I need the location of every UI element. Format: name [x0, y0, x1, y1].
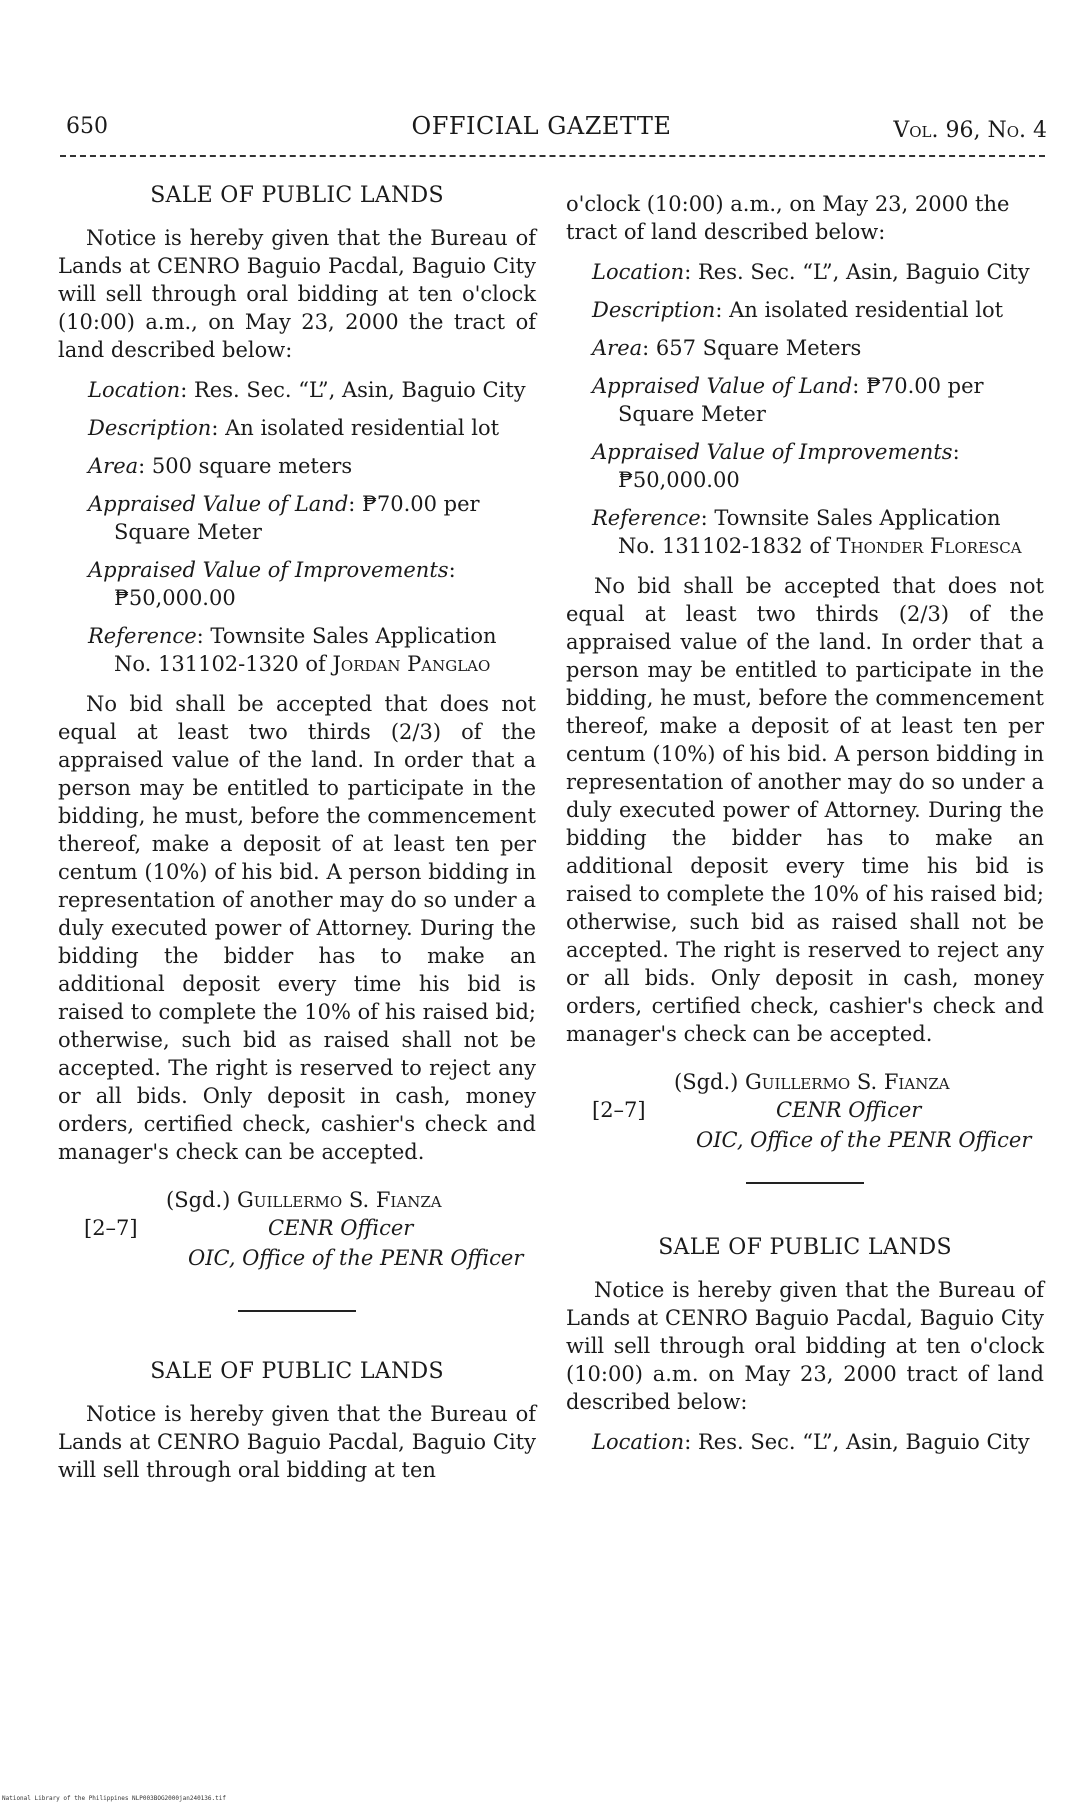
- reference-label: Reference: [88, 624, 197, 648]
- officer-title: CENR Officer: [776, 1098, 922, 1122]
- land-value-value: ₱70.00 per Square Meter: [114, 492, 480, 544]
- location-label: Location: [88, 378, 181, 402]
- signatory-name: Guillermo S. Fianza: [745, 1070, 950, 1094]
- publication-dates: [2–7]: [592, 1098, 646, 1122]
- description-field: Description: An isolated residential lot: [592, 298, 1004, 322]
- reference-label: Reference: [592, 506, 701, 530]
- location-field: Location: Res. Sec. “L”, Asin, Baguio City: [88, 378, 526, 402]
- notice-intro-part1: Notice is hereby given that the Bureau of Lands at CENRO Baguio Pacdal, Baguio City will sell through oral bidding at ten: [58, 1402, 536, 1482]
- sgd-mark: (Sgd.): [166, 1188, 231, 1212]
- scan-footer: National Library of the Philippines NLP003BOG2000jan240136.tif: [2, 1795, 226, 1802]
- area-label: Area: [88, 454, 139, 478]
- header-rule: [60, 155, 1045, 157]
- location-field: Location: Res. Sec. “L”, Asin, Baguio City: [592, 1430, 1030, 1454]
- officer-title: CENR Officer: [268, 1216, 414, 1240]
- land-value-field: Appraised Value of Land: ₱70.00 per Square Meter: [88, 492, 480, 544]
- notice-intro-part2: o'clock (10:00) a.m., on May 23, 2000 the tract of land described below:: [566, 192, 1010, 244]
- applicant-name: Jordan Panglao: [332, 652, 491, 676]
- notice-heading: SALE OF PUBLIC LANDS: [150, 1359, 444, 1384]
- volume-number: Vol. 96, No. 4: [893, 118, 1047, 143]
- location-label: Location: [592, 260, 685, 284]
- officer-office: OIC, Office of the PENR Officer: [188, 1246, 524, 1270]
- area-label: Area: [592, 336, 643, 360]
- reference-field: Reference: Townsite Sales Application No. 131102-1832 of Thonder Floresca: [592, 506, 1022, 558]
- area-value: 657 Square Meters: [655, 336, 862, 360]
- improvements-label: Appraised Value of Improvements: [592, 440, 953, 464]
- page-number: 650: [66, 114, 108, 139]
- section-divider: [746, 1182, 864, 1184]
- left-column: [58, 182, 536, 1484]
- publication-dates: [2–7]: [84, 1216, 138, 1240]
- land-value-label: Appraised Value of Land: [88, 492, 349, 516]
- description-field: Description: An isolated residential lot: [88, 416, 500, 440]
- notice-2-start: [58, 1358, 536, 1484]
- reference-value: Townsite Sales Application No. 131102-1320 of: [114, 624, 497, 676]
- signature-block: [566, 1068, 1044, 1156]
- notice-intro: Notice is hereby given that the Bureau of Lands at CENRO Baguio Pacdal, Baguio City will sell through oral bidding at ten o'clock (10:00) a.m. on May 23, 2000 tract of land described below:: [566, 1278, 1044, 1414]
- land-value-value: ₱70.00 per Square Meter: [618, 374, 984, 426]
- location-value: Res. Sec. “L”, Asin, Baguio City: [193, 378, 526, 402]
- improvements-label: Appraised Value of Improvements: [88, 558, 449, 582]
- location-label: Location: [592, 1430, 685, 1454]
- signatory-name: Guillermo S. Fianza: [237, 1188, 442, 1212]
- description-value: An isolated residential lot: [225, 416, 500, 440]
- location-value: Res. Sec. “L”, Asin, Baguio City: [697, 260, 1030, 284]
- area-field: Area: 657 Square Meters: [592, 336, 862, 360]
- description-label: Description: [88, 416, 212, 440]
- applicant-name: Thonder Floresca: [836, 534, 1022, 558]
- notice-heading: SALE OF PUBLIC LANDS: [658, 1235, 952, 1260]
- land-value-label: Appraised Value of Land: [592, 374, 853, 398]
- section-divider: [238, 1310, 356, 1312]
- description-value: An isolated residential lot: [729, 298, 1004, 322]
- sgd-mark: (Sgd.): [674, 1070, 739, 1094]
- description-label: Description: [592, 298, 716, 322]
- publication-title: OFFICIAL GAZETTE: [411, 112, 672, 140]
- area-field: Area: 500 square meters: [88, 454, 353, 478]
- location-field: Location: Res. Sec. “L”, Asin, Baguio City: [592, 260, 1030, 284]
- notice-intro: Notice is hereby given that the Bureau of Lands at CENRO Baguio Pacdal, Baguio City will sell through oral bidding at ten o'clock (10:00) a.m., on May 23, 2000 the tract of land described below:: [58, 226, 536, 362]
- right-column: [566, 190, 1044, 1456]
- officer-office: OIC, Office of the PENR Officer: [696, 1128, 1032, 1152]
- improvements-field: Appraised Value of Improvements: ₱50,000.00: [88, 558, 456, 610]
- notice-heading: SALE OF PUBLIC LANDS: [150, 183, 444, 208]
- land-value-field: Appraised Value of Land: ₱70.00 per Square Meter: [592, 374, 984, 426]
- location-value: Res. Sec. “L”, Asin, Baguio City: [697, 1430, 1030, 1454]
- reference-field: Reference: Townsite Sales Application No. 131102-1320 of Jordan Panglao: [88, 624, 497, 676]
- area-value: 500 square meters: [151, 454, 353, 478]
- bidding-terms: No bid shall be accepted that does not equal at least two thirds (2/3) of the appraised value of the land. In order that a person may be entitled to participate in the bidding, he must, before the commencement thereof, make a deposit of at least ten per centum (10%) of his bid. A person bidding in representation of another may do so under a duly executed power of Attorney. During the bidding the bidder has to make an additional deposit every time his bid is raised to complete the 10% of his raised bid; otherwise, such bid as raised shall not be accepted. The right is reserved to reject any or all bids. Only deposit in cash, money orders, certified check, cashier's check and manager's check can be accepted.: [58, 692, 536, 1164]
- notice-2-continued: [566, 190, 1044, 1184]
- signature-block: [58, 1186, 536, 1274]
- reference-value: Townsite Sales Application No. 131102-1832 of: [618, 506, 1001, 558]
- bidding-terms: No bid shall be accepted that does not equal at least two thirds (2/3) of the appraised value of the land. In order that a person may be entitled to participate in the bidding, he must, before the commencement thereof, make a deposit of at least ten per centum (10%) of his bid. A person bidding in representation of another may do so under a duly executed power of Attorney. During the bidding the bidder has to make an additional deposit every time his bid is raised to complete the 10% of his raised bid; otherwise, such bid as raised shall not be accepted. The right is reserved to reject any or all bids. Only deposit in cash, money orders, certified check, cashier's check and manager's check can be accepted.: [566, 574, 1044, 1046]
- improvements-value: ₱50,000.00: [114, 586, 236, 610]
- improvements-field: Appraised Value of Improvements: ₱50,000.00: [592, 440, 960, 492]
- notice-1: [58, 182, 536, 1312]
- improvements-value: ₱50,000.00: [618, 468, 740, 492]
- notice-3: [566, 1234, 1044, 1456]
